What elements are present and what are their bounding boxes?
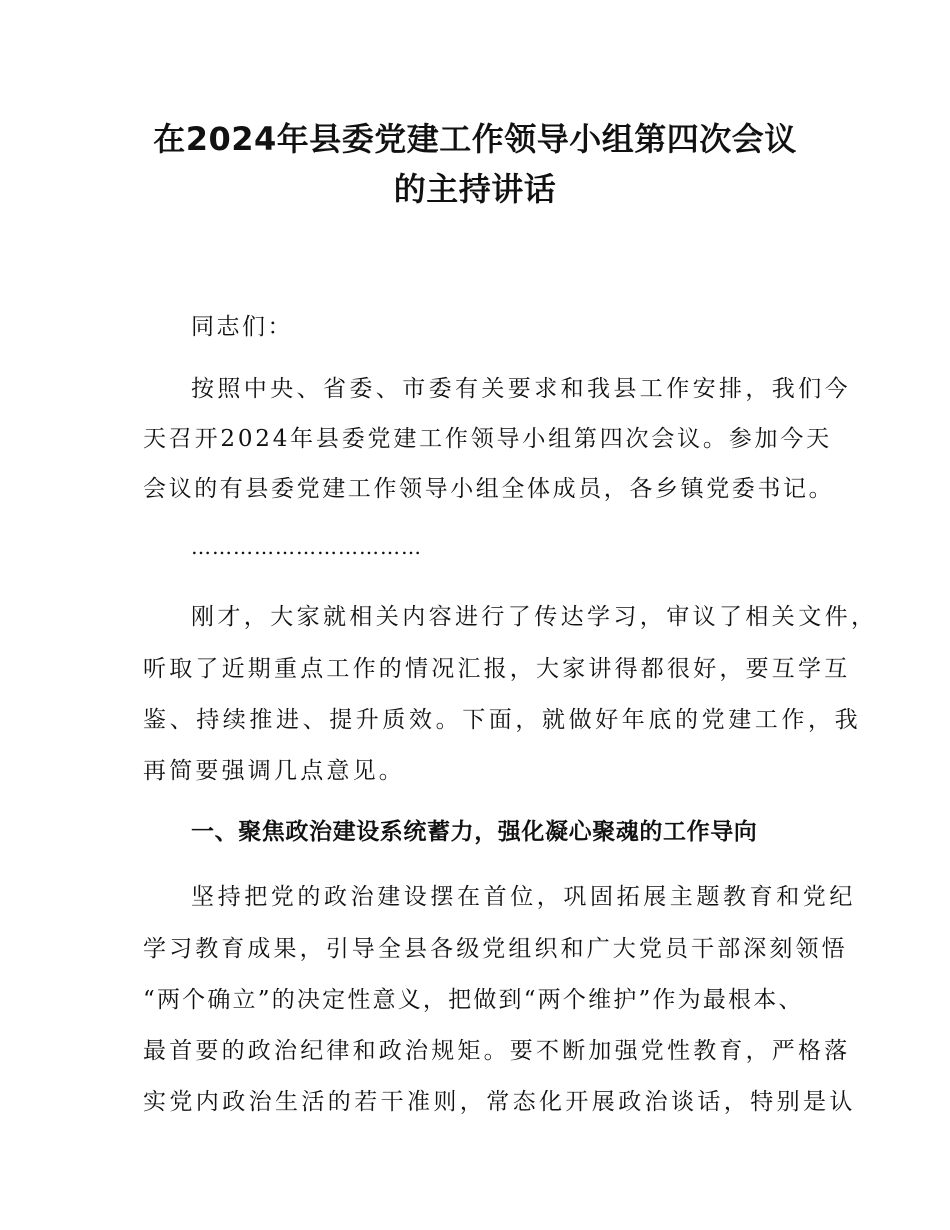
paragraph1-line3: 会议的有县委党建工作领导小组全体成员，各乡镇党委书记。 — [143, 476, 835, 502]
paragraph3-line3: “两个确立”的决定性意义，把做到“两个维护”作为最根本、 — [143, 987, 804, 1013]
paragraph3-line2: 学习教育成果，引导全县各级党组织和广大党员干部深刻领悟 — [143, 936, 848, 962]
paragraph2-line1: 刚才，大家就相关内容进行了传达学习，审议了相关文件， — [191, 604, 878, 630]
greeting: 同志们： — [191, 314, 293, 340]
document-title-line1: 在2024年县委党建工作领导小组第四次会议 — [153, 120, 797, 158]
paragraph3-line1: 坚持把党的政治建设摆在首位，巩固拓展主题教育和党纪 — [191, 884, 856, 910]
section1-heading: 一、聚焦政治建设系统蓄力，强化凝心聚魂的工作导向 — [191, 819, 758, 845]
paragraph3-line5: 实党内政治生活的若干准则，常态化开展政治谈话，特别是认 — [143, 1089, 856, 1115]
paragraph2-line2: 听取了近期重点工作的情况汇报，大家讲得都很好，要互学互 — [143, 656, 851, 682]
document-title-line2: 的主持讲话 — [393, 170, 557, 208]
paragraph1-line2: 天召开2024年县委党建工作领导小组第四次会议。参加今天 — [143, 426, 832, 452]
paragraph3-line4: 最首要的政治纪律和政治规矩。要不断加强党性教育，严格落 — [143, 1038, 851, 1064]
paragraph1-line1: 按照中央、省委、市委有关要求和我县工作安排，我们今 — [191, 376, 851, 402]
paragraph2-line4: 再简要强调几点意见。 — [143, 758, 405, 784]
ellipsis-separator: …………………………… — [191, 535, 422, 559]
paragraph2-line3: 鉴、持续推进、提升质效。下面，就做好年底的党建工作，我 — [143, 707, 862, 733]
